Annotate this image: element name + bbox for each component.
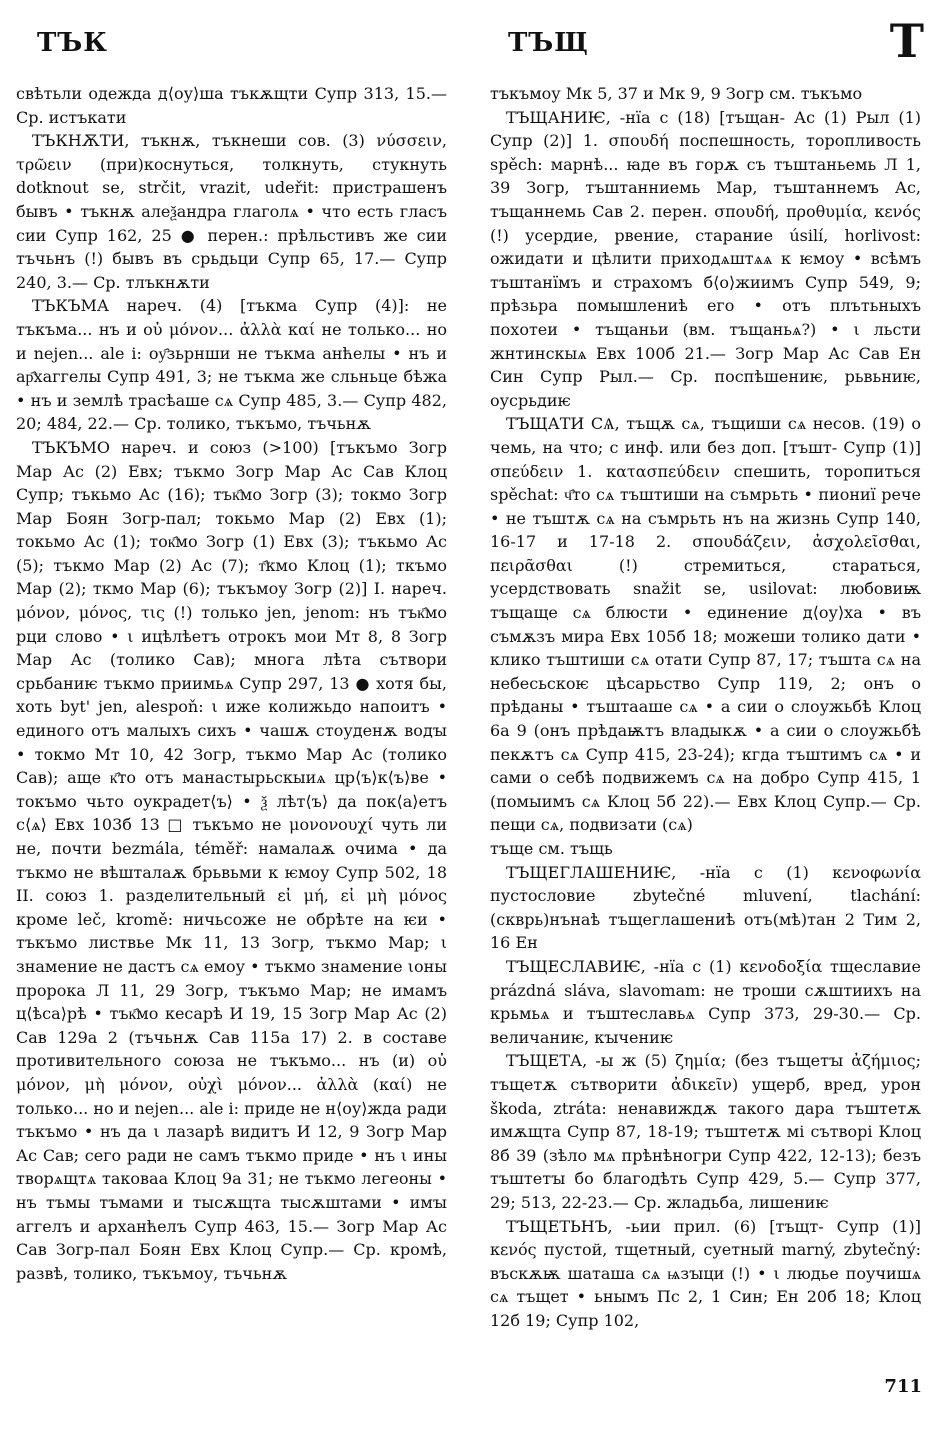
page-number: 711 [884,1376,922,1397]
entry-continuation: свѣтьли одежда д⟨оу⟩ша тъкѫщти Супр 313, 15.— Ср. истъкати [16,84,447,127]
entry-tukumo: ТЪКЪМО нареч. и союз (>100) [тъкъмо Зогр Мар Ас (2) Евх; тъкмо Зогр Мар Ас Сав Клоц Супр; тъкьмо Ас (16); тък҄мо Зогр (3); токмо Зогр Мар Боян Зогр-пал; токьмо Мар (2) Евх (1); токьмо Ас (1); ток҄мо Зогр (1) Евх (3); тъкьмо Ас (5); тъкмо Мар (2) Ас (7); т҄кмо Клоц (1); ткъмо Мар (2); ткмо Мар (6); тъкъмоу Зогр (2)] I. нареч. μόνον, μόνος, τις (!) только jen, jenom: нъ тък҄мо рци слово • ι ицѣлѣетъ отрокъ мои Мт 8, 8 Зогр Мар Ас (толико Сав); многа лѣта сътвори срьбаниѥ тъкмо приимьѧ Супр 297, 13 ● хотя бы, хоть byt' jen, alespoň: ι иже колижьдо напоитъ • единого отъ малыхъ сихъ • чашѫ стоуденѫ водꙑ • токмо Мт 10, 42 Зогр, тъкмо Мар Ас (толико Сав); аще к҄то отъ манастырьскыиѧ цр⟨ъ⟩к⟨ъ⟩ве • токъмо чьто оукрадет⟨ъ⟩ • ѯ лѣт⟨ъ⟩ да пок⟨а⟩етъ с⟨ѧ⟩ Евх 103б 13 □ тъкъмо не μονονουχί чуть ли не, почти bezmála, téměř: намалаѫ очима • да тъкмо не вѣшталаѫ брьвьми к ѥмоу Супр 502, 18 II. союз 1. разделительный εἰ μή, εἰ μὴ μόνος кроме leč, kromě: ничьсоже не обрѣте на ѥи • тъкъмо листвье Мк 11, 13 Зогр, тъкмо Мар; ι знамение не дастъ сѧ емоу • тъкмо знамение ιоны пророка Л 11, 29 Зогр, тъкъмо Мар; не имамъ ц⟨ѣса⟩рѣ • тък҄мо кесарѣ И 19, 15 Зогр Мар Ас (2) Сав 129а 2 (тъчьнѫ Сав 115а 17) 2. в составе противительного союза не тъкъмо... нъ (и) οὐ μόνον, μὴ μόνον, οὐχὶ μόνον... ἀλλὰ (καί) не только... но и nejen... ale i: приде не н⟨оу⟩жда ради тъкъмо • нъ да ι лазарѣ видитъ И 12, 9 Зогр Мар Ас Сав; сего ради не самъ тъкмо приде • нъ ι ины творѧщтѧ таковаа Клоц 9а 31; не тъкмо легеоны • нъ тъмы тъмами и тысѫщта тысѫштами • имꙑ аггелъ и арханћелъ Супр 463, 15.— Зогр Мар Ас Сав Зогр-пал Боян Евх Клоц Супр.— Ср. кромѣ, развѣ, толико, тъкъмоу, тъчьнѫ [16,437,448,1283]
entry-tushtanie: ТЪЩАНИѤ, -нїа с (18) [тъщан- Ас (1) Рыл (1) Супр (2)] 1. σπουδή поспешность, торопливость spěch: марнѣ... ꙗде въ горѫ съ тъштаньемь Л 1, 39 Зогр, тъштанниемь Мар, тъштаннемъ Ас, тъщаннемь Сав 2. перен. σπουδή, προθυμία, κενός (!) усердие, рвение, старание úsilí, horlivost: ожидати и цѣлити приходѧштѧѧ к ѥмоу • всѣмъ тъштанїмъ и страхомъ б⟨о⟩жиимъ Супр 549, 9; прѣзьра помышлениѣ его • отъ плътьныхъ похотеи • тъщаньи (вм. тъщаньѧ?) • ι льсти жнтинскыѧ Евх 100б 21.— Зогр Мар Ас Сав Ен Син Супр Рыл.— Ср. поспѣшениѥ, рьвьниѥ, оусрьдиѥ [490,107,921,410]
entry-tushteta: ТЪЩЕТА, -ы ж (5) ζημία; (без тъщетꙑ ἀζήμιος; тъщетѫ сътворити ἀδικεῖν) ущерб, вред, урон škoda, ztráta: ненавиждѫ такого дара тъштетѫ имѫщта Супр 87, 18-19; тъштетѫ мі сътворі Клоц 8б 39 (зѣло мѧ прѣнѣногри Супр 422, 12-13); безъ тъштетꙑ бо благодѣть Супр 429, 5.— Супр 377, 29; 513, 22-23.— Ср. жладьба, лишениѥ [490,1051,921,1212]
page-header [0,0,950,80]
right-column [490,82,921,1332]
entry-tukuma: ТЪКЪМА нареч. (4) [тъкма Супр (4)]: не тъкъма... нъ и οὐ μόνον... ἀλλὰ καί не только... но и nejen... ale i: оу҄зьрнши не тъкма анћелы • нъ и ар҄хаггелы Супр 491, 3; не тъкма же сльньце бѣжа • нъ и землѣ трасѣаше сѧ Супр 485, 3.— Супр 482, 20; 484, 22.— Ср. толико, тъкъмо, тъчьнѫ [16,296,447,434]
entry-tushteglashenie: ТЪЩЕГЛАШЕНИѤ, -нїа с (1) κενοφωνία пустословие zbytečné mluvení, tlachání: (скврь)нънаѣ тъщеглашениѣ отъ(мѣ)тан 2 Тим 2, 16 Ен [490,862,921,953]
entry-tushteslavie: ТЪЩЕСЛАВИѤ, -нїа с (1) κενοδοξία тщеславие prázdná sláva, slavomam: не троши сѫштиихъ на крьмьѧ и тъштеславьѧ Супр 373, 29-30.— Ср. величаниѥ, кꙑчениѥ [490,956,921,1047]
section-letter: Т [889,14,924,68]
entry-tushtetnu: ТЪЩЕТЬНЪ, -ьии прил. (6) [тъщт- Супр (1)] κενός пустой, тщетный, суетный marný, zbytečný: въскѫѭ шаташа сѧ ѩзꙑци (!) • ι людье поучишѧ сѧ тъщет • ьнымъ Пс 2, 1 Син; Ен 20б 18; Клоц 12б 19; Супр 102, [490,1216,921,1330]
left-running-headword: ТЪК [37,28,108,58]
left-column [16,82,447,1285]
entry-tuknuti: ТЪКНѪТИ, тъкнѫ, тъкнеши сов. (3) νύσσειν, τρῶειν (при)коснуться, толкнуть, стукнуть dotknout se, strčit, vrazit, udeřit: пристрашенъ бывъ • тъкнѫ алеѯандра глаголѧ • что есть гласъ сии Супр 162, 25 ● перен.: прѣльстивъ же сии тъчьнъ (!) бывъ въ срьдьци Супр 65, 17.— Супр 240, 3.— Ср. тлъкнѫти [16,131,447,292]
right-running-headword: ТЪЩ [508,28,589,58]
entry-tukumou-ref: тъкъмоу Мк 5, 37 и Мк 9, 9 Зогр см. тъкъмо [490,84,863,103]
entry-tushtati-se: ТЪЩАТИ СѦ, тъщѫ сѧ, тъщиши сѧ несов. (19) о чемь, на что; с инф. или без доп. [тъшт- Супр (1)] σπεύδειν 1. κατασπεύδειν спешить, торопиться spěchat: ч҄то сѧ тъштиши на съмрьть • пиониї рече • не тъштѫ сѧ на съмрьть нъ на жизнь Супр 140, 16-17 и 17-18 2. σπουδάζειν, ἀσχολεῖσθαι, πειρᾶσθαι (!) стремиться, стараться, усердствовать snažit se, usilovat: любовиѭ тъщаще сѧ блюсти • единение д⟨оу⟩ха • въ съмѫзъ мира Евх 105б 18; можеши толико дати • клико тъштиши сѧ отати Супр 87, 17; тъшта сѧ на небесьскоѥ цѣсарьство Супр 119, 2; онъ о прѣданы • тъштааше сѧ • а сии о слоужьбѣ Клоц 6а 9 (онъ прѣдаѭтъ владыкѫ • а сии о слоужьбѣ пекѫтъ сѧ Супр 415, 23-24); кгда тъштимъ сѧ • и сами о себѣ подвижемъ сѧ на добро Супр 415, 1 (помыимъ сѧ Клоц 5б 22).— Евх Клоц Супр.— Ср. пещи сѧ, подвизати (сѧ) [490,414,921,835]
entry-tushte-ref: тъще см. тъщь [490,839,613,858]
